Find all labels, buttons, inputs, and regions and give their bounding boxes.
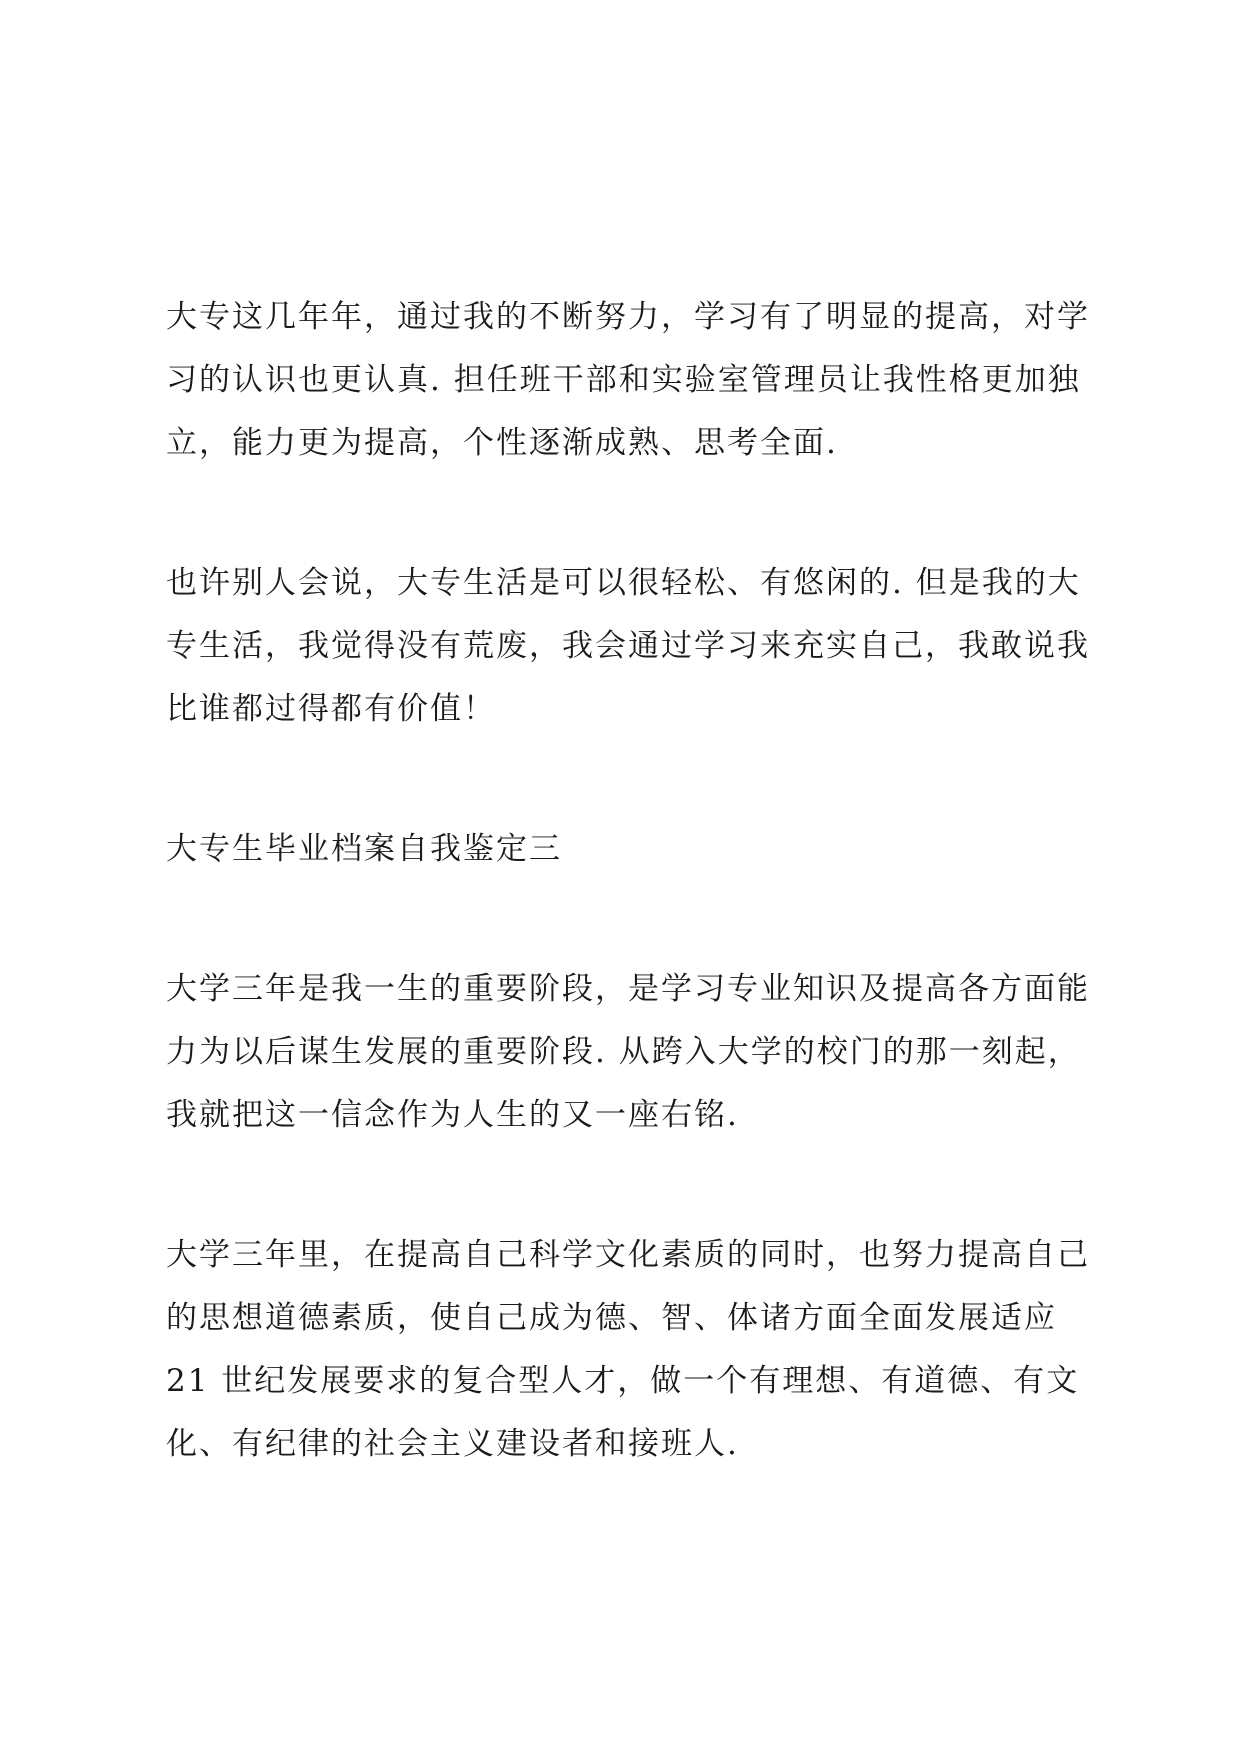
paragraph-line: 的思想道德素质，使自己成为德、智、体诸方面全面发展适应: [166, 1300, 1057, 1336]
paragraph-line: 也许别人会说，大专生活是可以很轻松、有悠闲的. 但是我的大: [166, 565, 1081, 601]
paragraph-line: 大学三年是我一生的重要阶段，是学习专业知识及提高各方面能: [166, 971, 1090, 1007]
document-body: [166, 286, 1096, 1476]
paragraph-line: 立，能力更为提高，个性逐渐成熟、思考全面.: [166, 425, 838, 461]
paragraph-line: 力为以后谋生发展的重要阶段. 从跨入大学的校门的那一刻起，: [166, 1034, 1081, 1070]
paragraph-spacer: [166, 881, 1096, 958]
paragraph-spacer: [166, 1147, 1096, 1224]
paragraph-spacer: [166, 475, 1096, 552]
paragraph-line: 21 世纪发展要求的复合型人才，做一个有理想、有道德、有文: [166, 1363, 1080, 1399]
paragraph-line: 化、有纪律的社会主义建设者和接班人.: [166, 1426, 739, 1462]
paragraph-1: [166, 286, 1096, 475]
paragraph-line: 习的认识也更认真. 担任班干部和实验室管理员让我性格更加独: [166, 362, 1081, 398]
paragraph-2: [166, 552, 1096, 741]
paragraph-line: 比谁都过得都有价值！: [166, 691, 496, 727]
paragraph-line: 专生活，我觉得没有荒废，我会通过学习来充实自己，我敢说我: [166, 628, 1090, 664]
paragraph-line: 我就把这一信念作为人生的又一座右铭.: [166, 1097, 739, 1133]
paragraph-line: 大专这几年年，通过我的不断努力，学习有了明显的提高，对学: [166, 299, 1090, 335]
paragraph-line: 大学三年里，在提高自己科学文化素质的同时，也努力提高自己: [166, 1237, 1090, 1273]
paragraph-spacer: [166, 741, 1096, 818]
heading-line: 大专生毕业档案自我鉴定三: [166, 831, 562, 867]
paragraph-3: [166, 958, 1096, 1147]
section-heading: [166, 818, 1096, 881]
paragraph-4: [166, 1224, 1096, 1476]
